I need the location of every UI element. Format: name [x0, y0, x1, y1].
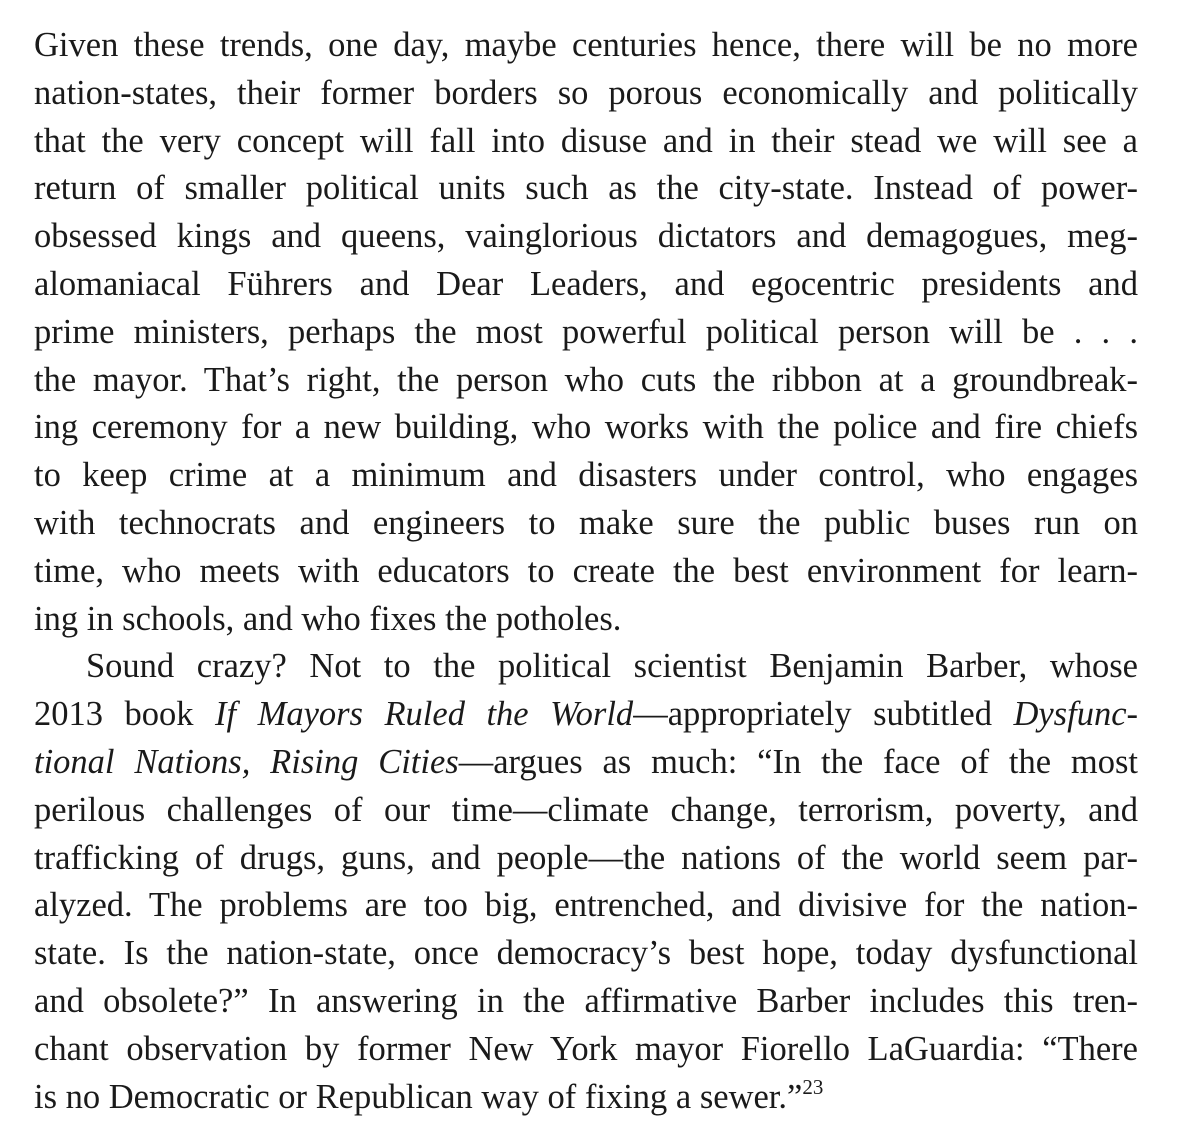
- document-page: [34, 22, 1138, 1121]
- text-line: to keep crime at a minimum and disasters under control, who engages: [34, 456, 1138, 495]
- text-line: and obsolete?” In answering in the affirmative Barber includes this tren-: [34, 981, 1138, 1020]
- text-run: is no Democratic or Republican way of fixing a sewer.”: [34, 1077, 803, 1116]
- text-line: [34, 691, 1138, 739]
- book-subtitle: Dysfunc-: [1013, 695, 1138, 734]
- text-line: that the very concept will fall into disuse and in their stead we will see a: [34, 121, 1138, 160]
- text-line: Sound crazy? Not to the political scientist Benjamin Barber, whose: [86, 647, 1138, 686]
- footnote-reference[interactable]: 23: [802, 1074, 824, 1099]
- text-line: ing in schools, and who fixes the potholes.: [34, 599, 622, 638]
- text-line: the mayor. That’s right, the person who cuts the ribbon at a groundbreak-: [34, 360, 1138, 399]
- text-line: obsessed kings and queens, vainglorious dictators and demagogues, meg-: [34, 217, 1138, 256]
- book-subtitle: tional Nations, Rising Cities: [34, 742, 459, 781]
- text-line: chant observation by former New York mayor Fiorello LaGuardia: “There: [34, 1029, 1138, 1068]
- text-line: ing ceremony for a new building, who works with the police and fire chiefs: [34, 408, 1138, 447]
- text-line: time, who meets with educators to create the best environment for learn-: [34, 551, 1138, 590]
- text-run: 2013 book: [34, 695, 215, 734]
- text-line: [34, 739, 1138, 787]
- text-line: with technocrats and engineers to make sure the public buses run on: [34, 503, 1138, 542]
- text-line: return of smaller political units such as the city-state. Instead of power-: [34, 169, 1138, 208]
- paragraph-2: [34, 643, 1138, 1121]
- text-line: Given these trends, one day, maybe centuries hence, there will be no more: [34, 26, 1138, 64]
- text-line: alyzed. The problems are too big, entrenched, and divisive for the nation-: [34, 886, 1138, 925]
- text-run: —argues as much: “In the face of the most: [458, 742, 1139, 781]
- book-title: If Mayors Ruled the World: [215, 695, 634, 734]
- text-line: perilous challenges of our time—climate change, terrorism, poverty, and: [34, 790, 1138, 829]
- text-line: prime ministers, perhaps the most powerful political person will be . . .: [34, 312, 1138, 351]
- text-line: trafficking of drugs, guns, and people—the nations of the world seem par-: [34, 838, 1138, 877]
- text-line: nation-states, their former borders so porous economically and politically: [34, 73, 1138, 112]
- text-line: state. Is the nation-state, once democracy’s best hope, today dysfunctional: [34, 934, 1138, 973]
- text-line: alomaniacal Führers and Dear Leaders, and egocentric presidents and: [34, 264, 1138, 303]
- paragraph-1: [34, 22, 1138, 643]
- text-run: —appropriately subtitled: [633, 695, 1014, 734]
- text-line: [34, 1074, 1138, 1121]
